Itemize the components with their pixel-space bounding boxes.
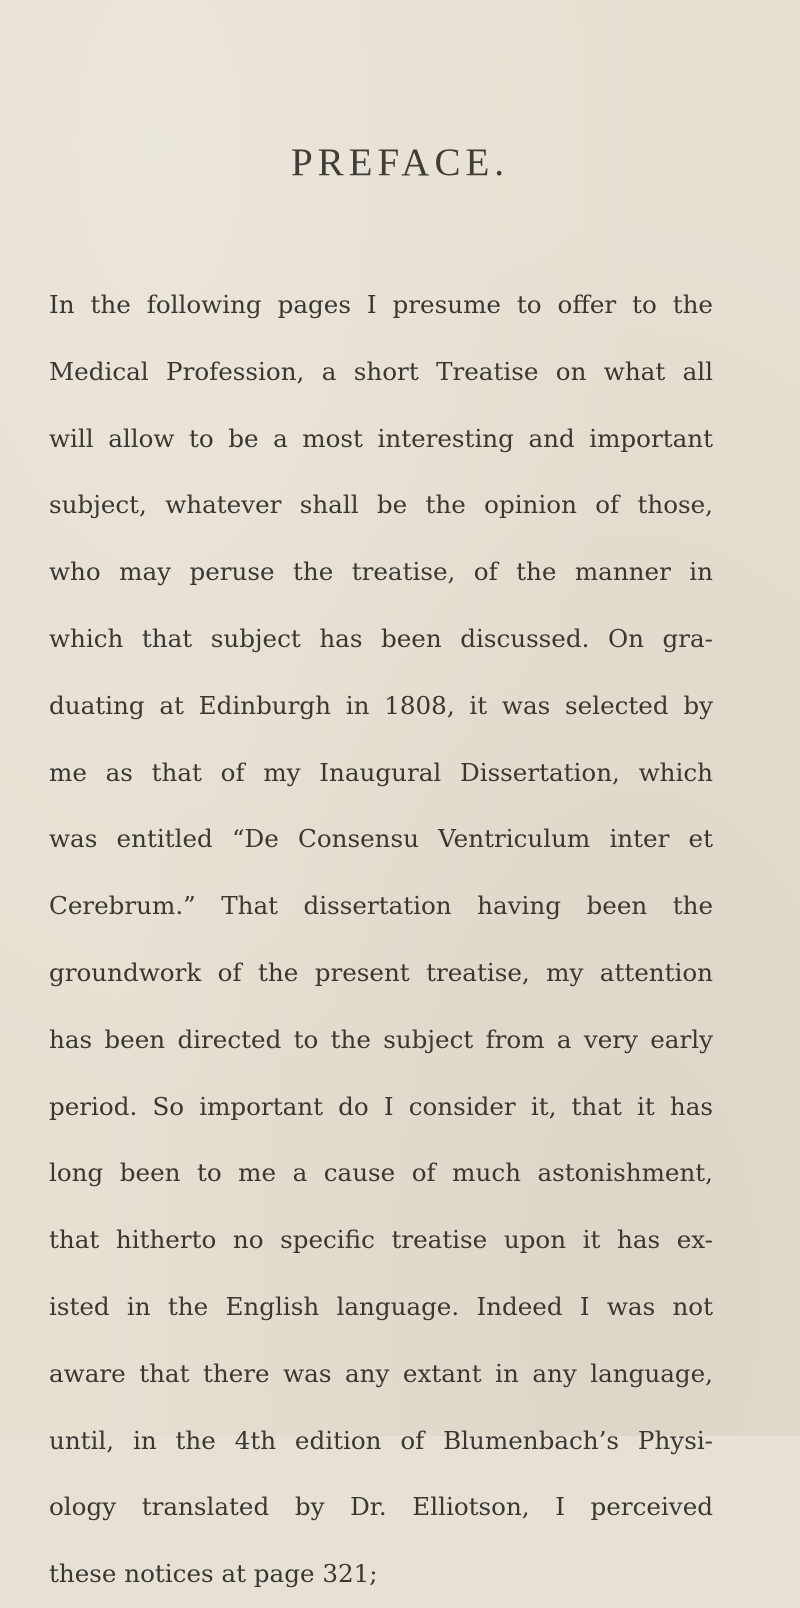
text-line-15: that hitherto no specific treatise upon it has ex- [49,1225,713,1255]
text-line-1: In the following pages I presume to offer to the [49,290,713,319]
text-line-11: groundwork of the present treatise, my attention [49,957,713,987]
text-line-8: me as that of my Inaugural Dissertation, which [49,757,713,787]
text-line-5: who may peruse the treatise, of the manner in [49,557,713,587]
text-line-12: has been directed to the subject from a very early [49,1024,713,1054]
text-line-18: until, in the 4th edition of Blumenbach’s Physi- [49,1425,713,1455]
text-line-2: Medical Profession, a short Treatise on what all [49,356,713,386]
text-line-7: duating at Edinburgh in 1808, it was selected by [49,690,713,720]
text-line-14: long been to me a cause of much astonishment, [49,1158,713,1188]
text-line-16: isted in the English language. Indeed I was not [49,1291,713,1321]
text-line-6: which that subject has been discussed. On gra- [49,623,713,653]
page-title: PREFACE. [290,141,510,184]
text-line-10: Cerebrum.” That dissertation having been the [49,891,713,921]
text-line-19: ology translated by Dr. Elliotson, I perceived [49,1492,713,1522]
text-line-20: these notices at page 321; [49,1559,378,1589]
text-line-13: period. So important do I consider it, that it has [49,1091,713,1121]
preface-paragraph [49,272,713,1608]
text-line-9: was entitled “De Consensu Ventriculum inter et [49,824,713,854]
text-line-3: will allow to be a most interesting and important [49,423,713,453]
text-line-4: subject, whatever shall be the opinion of those, [49,490,713,520]
text-line-17: aware that there was any extant in any language, [49,1358,713,1388]
